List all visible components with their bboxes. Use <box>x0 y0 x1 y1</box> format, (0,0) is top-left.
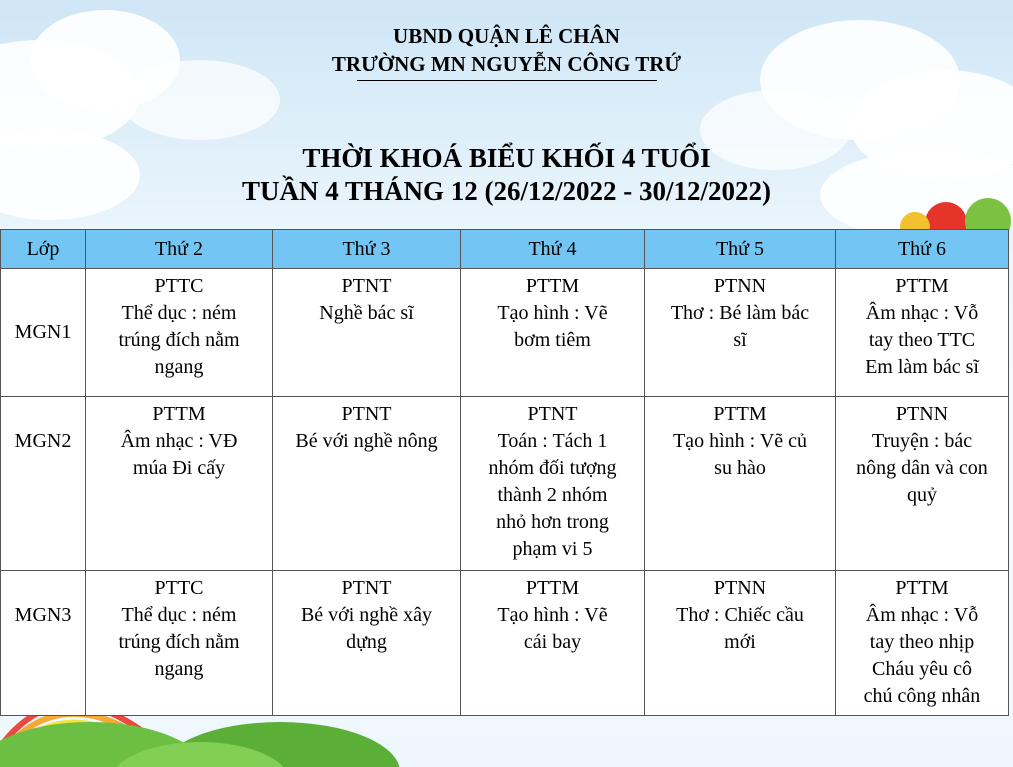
schedule-cell: PTTM Tạo hình : Vẽ bơm tiêm <box>461 269 645 397</box>
schedule-cell: PTNT Bé với nghề xây dựng <box>273 571 461 716</box>
school-header <box>0 22 1013 81</box>
schedule-cell: PTTM Âm nhạc : Vỗ tay theo nhịp Cháu yêu cô chú công nhân <box>836 571 1009 716</box>
schedule-cell: PTTM Âm nhạc : Vỗ tay theo TTC Em làm bác sĩ <box>836 269 1009 397</box>
header-friday: Thứ 6 <box>836 230 1009 269</box>
header-class: Lớp <box>1 230 86 269</box>
table-header-row <box>1 230 1009 269</box>
schedule-cell: PTNN Thơ : Chiếc cầu mới <box>645 571 836 716</box>
schedule-title <box>0 142 1013 208</box>
class-cell: MGN2 <box>1 397 86 571</box>
header-monday: Thứ 2 <box>86 230 273 269</box>
header-wednesday: Thứ 4 <box>461 230 645 269</box>
header-thursday: Thứ 5 <box>645 230 836 269</box>
class-cell: MGN3 <box>1 571 86 716</box>
table-row <box>1 269 1009 397</box>
schedule-cell: PTTM Tạo hình : Vẽ củ su hào <box>645 397 836 571</box>
schedule-cell: PTNT Nghề bác sĩ <box>273 269 461 397</box>
header-tuesday: Thứ 3 <box>273 230 461 269</box>
header-divider <box>357 80 657 81</box>
class-cell: MGN1 <box>1 269 86 397</box>
school-name: TRƯỜNG MN NGUYỄN CÔNG TRỨ <box>331 52 682 76</box>
title-line-1: THỜI KHOÁ BIỂU KHỐI 4 TUỔI <box>302 143 711 173</box>
title-line-2: TUẦN 4 THÁNG 12 (26/12/2022 - 30/12/2022) <box>241 176 771 206</box>
schedule-cell: PTTC Thể dục : ném trúng đích nằm ngang <box>86 571 273 716</box>
schedule-cell: PTNN Thơ : Bé làm bác sĩ <box>645 269 836 397</box>
schedule-cell: PTTM Tạo hình : Vẽ cái bay <box>461 571 645 716</box>
district-name: UBND QUẬN LÊ CHÂN <box>393 24 620 48</box>
timetable <box>0 229 1009 716</box>
table-row <box>1 397 1009 571</box>
schedule-cell: PTTM Âm nhạc : VĐ múa Đi cấy <box>86 397 273 571</box>
schedule-cell: PTNT Toán : Tách 1 nhóm đối tượng thành 2 nhóm nhỏ hơn trong phạm vi 5 <box>461 397 645 571</box>
schedule-cell: PTTC Thể dục : ném trúng đích nằm ngang <box>86 269 273 397</box>
schedule-cell: PTNN Truyện : bác nông dân và con quỷ <box>836 397 1009 571</box>
schedule-cell: PTNT Bé với nghề nông <box>273 397 461 571</box>
table-row <box>1 571 1009 716</box>
